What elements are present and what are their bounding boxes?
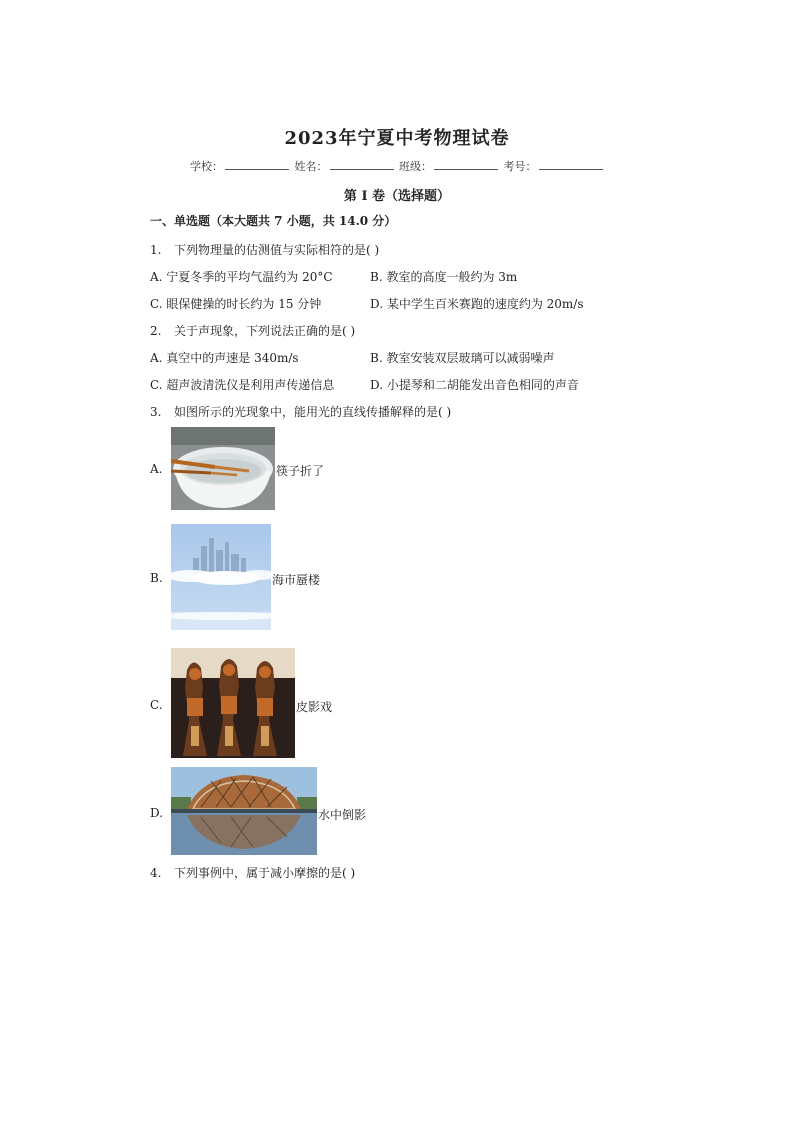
question-text: 关于声现象，下列说法正确的是( ) [174, 324, 356, 338]
question-number: 4. [150, 866, 162, 880]
question-number: 1. [150, 243, 162, 257]
q2-option-a[interactable]: A. 真空中的声速是 340m/s [150, 351, 299, 365]
mirage-image[interactable] [171, 524, 271, 630]
q2-option-c[interactable]: C. 超声波清洗仪是利用声传递信息 [150, 378, 335, 392]
name-blank[interactable] [330, 159, 394, 170]
q1-option-d[interactable]: D. 某中学生百米赛跑的速度约为 20m/s [370, 297, 584, 311]
volume-heading: 第 I 卷（选择题） [343, 189, 451, 204]
question-2 [150, 322, 355, 339]
class-label: 班级： [399, 160, 432, 173]
shadow-puppet-image[interactable] [171, 648, 295, 758]
q3-option-b-caption: 海市蜃楼 [272, 573, 321, 587]
q3-option-c-caption: 皮影戏 [296, 700, 333, 714]
q3-option-d-letter[interactable]: D. [150, 806, 164, 820]
question-4 [150, 864, 355, 881]
question-1 [150, 241, 379, 258]
question-number: 2. [150, 324, 162, 338]
school-blank[interactable] [225, 159, 289, 170]
exam-title: 2023年宁夏中考物理试卷 [284, 128, 510, 149]
q1-option-a[interactable]: A. 宁夏冬季的平均气温约为 20°C [150, 270, 333, 284]
q1-option-b[interactable]: B. 教室的高度一般约为 3m [370, 270, 518, 284]
question-3 [150, 403, 451, 420]
chopsticks-bowl-image[interactable] [171, 427, 275, 510]
student-info-line [190, 158, 605, 174]
question-number: 3. [150, 405, 162, 419]
q1-option-c[interactable]: C. 眼保健操的时长约为 15 分钟 [150, 297, 322, 311]
school-label: 学校： [190, 160, 223, 173]
q2-option-d[interactable]: D. 小提琴和二胡能发出音色相同的声音 [370, 378, 579, 392]
q3-option-a-caption: 筷子折了 [276, 464, 325, 478]
name-label: 姓名： [294, 160, 328, 173]
q3-option-b-letter[interactable]: B. [150, 571, 163, 585]
class-blank[interactable] [434, 159, 498, 170]
q2-option-b[interactable]: B. 教室安装双层玻璃可以减弱噪声 [370, 351, 555, 365]
q3-option-d-caption: 水中倒影 [318, 808, 367, 822]
q3-option-c-letter[interactable]: C. [150, 698, 163, 712]
number-blank[interactable] [539, 159, 603, 170]
water-reflection-image[interactable] [171, 767, 317, 855]
section-heading: 一、单选题（本大题共 7 小题，共 14.0 分） [150, 214, 397, 228]
question-text: 如图所示的光现象中，能用光的直线传播解释的是( ) [174, 405, 452, 419]
question-text: 下列事例中，属于减小摩擦的是( ) [174, 866, 356, 880]
number-label: 考号： [503, 160, 537, 173]
question-text: 下列物理量的估测值与实际相符的是( ) [174, 243, 380, 257]
q3-option-a-letter[interactable]: A. [150, 462, 163, 476]
